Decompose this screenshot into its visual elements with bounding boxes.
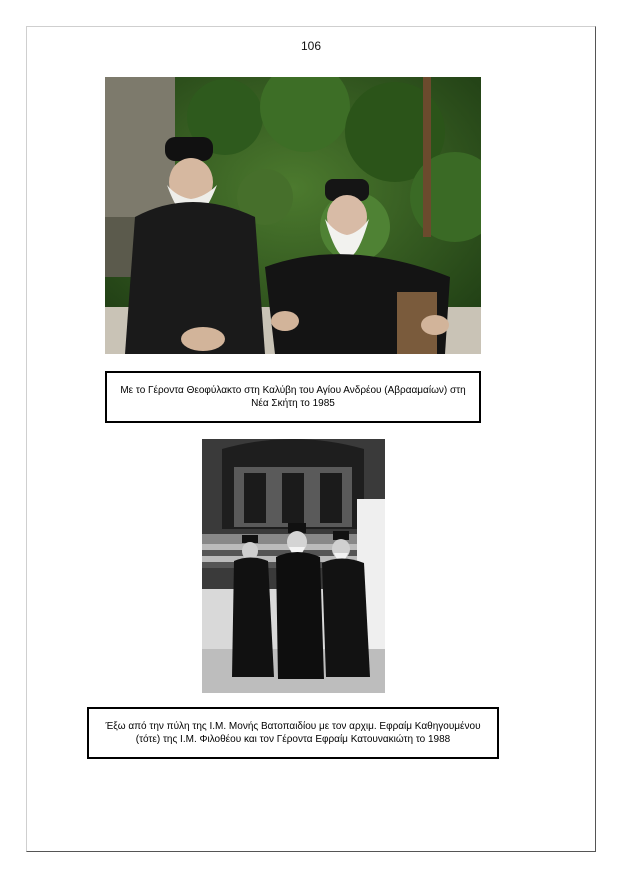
photo-two-monks-garden-image [105,77,481,354]
photo-caption-2 [87,707,499,759]
caption-1-line-2: Νέα Σκήτη το 1985 [251,398,335,409]
caption-1-line-1: Με το Γέροντα Θεοφύλακτο στη Καλύβη του Αγίου Ανδρέου (Αβρααμαίων) στη [120,385,466,396]
photo-three-monks-gate [202,439,385,693]
caption-2-line-2: (τότε) της Ι.Μ. Φιλοθέου και τον Γέροντα Εφραίμ Κατουνακιώτη το 1988 [135,734,451,745]
document-page [26,26,596,852]
photo-three-monks-gate-image [202,439,385,693]
page-number: 106 [300,39,322,53]
caption-2-line-1: Έξω από την πύλη της Ι.Μ. Μονής Βατοπαιδίου με τον αρχιμ. Εφραίμ Καθηγουμένου [105,721,481,732]
photo-caption-1 [105,371,481,423]
photo-two-monks-garden [105,77,481,354]
